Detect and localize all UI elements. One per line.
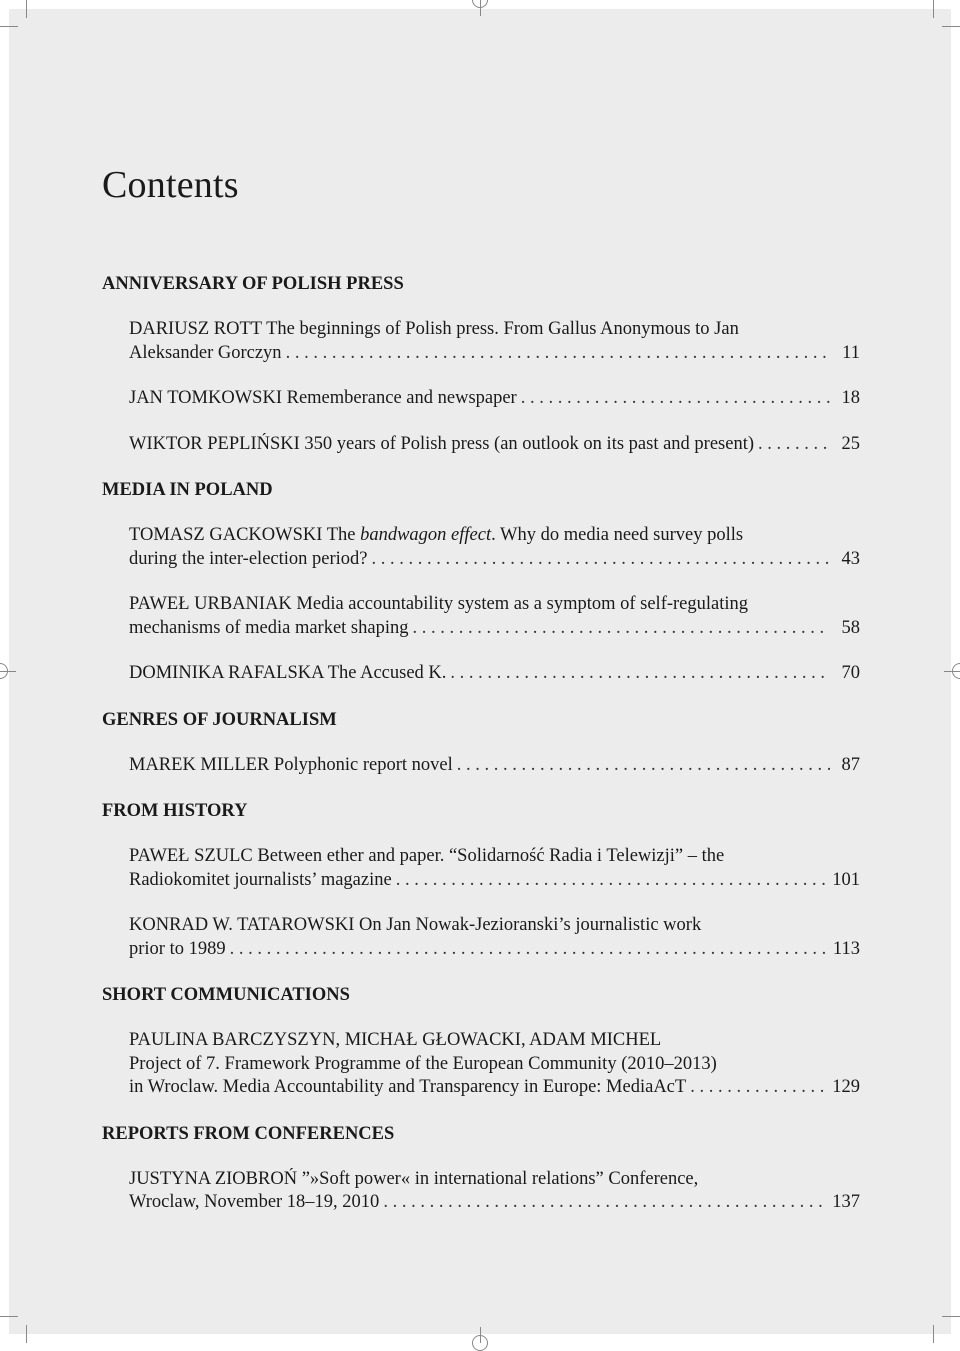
dot-leader xyxy=(450,662,830,686)
entry-line-last xyxy=(129,662,860,686)
page-number: 25 xyxy=(841,433,860,454)
section-heading: MEDIA IN POLAND xyxy=(102,480,273,500)
crop-mark xyxy=(26,1325,27,1343)
author-name: WIKTOR PEPLIŃSKI xyxy=(129,433,300,454)
author-name: PAWEŁ URBANIAK xyxy=(129,594,292,614)
dot-leader xyxy=(690,1076,828,1100)
crop-mark xyxy=(933,0,934,18)
crop-mark xyxy=(0,1316,18,1317)
toc-entry xyxy=(129,1029,860,1100)
entry-title-text: Aleksander Gorczyn xyxy=(129,342,282,363)
toc-entry xyxy=(129,914,860,961)
entry-title-part xyxy=(129,433,754,457)
entry-title-text: Polyphonic report novel xyxy=(273,754,453,775)
entry-title-text: 350 years of Polish press (an outlook on its past and present) xyxy=(304,433,755,454)
entry-line-last xyxy=(129,387,860,411)
entry-line xyxy=(129,318,860,342)
entry-title-part xyxy=(129,387,517,411)
entry-line-last xyxy=(129,548,860,572)
dot-leader xyxy=(230,938,829,962)
entry-line-last xyxy=(129,1076,860,1100)
entry-title-part: The bandwagon effect. Why do media need survey polls xyxy=(326,525,744,545)
entry-title-part xyxy=(129,938,226,962)
crop-mark xyxy=(942,26,960,27)
entry-title-text: mechanisms of media market shaping xyxy=(129,617,409,638)
section-heading: ANNIVERSARY OF POLISH PRESS xyxy=(102,274,404,294)
page-title: Contents xyxy=(102,164,239,206)
crop-mark xyxy=(933,1325,934,1343)
entry-title-part: The beginnings of Polish press. From Gallus Anonymous to Jan xyxy=(266,319,739,339)
author-name: JAN TOMKOWSKI xyxy=(129,388,282,408)
entry-title-part: Project of 7. Framework Programme of the European Community (2010–2013) xyxy=(129,1053,717,1074)
toc-entry xyxy=(129,593,860,640)
entry-title-text: The Accused K. xyxy=(327,663,447,683)
entry-title-part xyxy=(129,869,392,893)
entry-line-last xyxy=(129,617,860,641)
author-name: MAREK MILLER xyxy=(129,754,270,775)
toc-entry xyxy=(129,662,860,686)
page-number: 43 xyxy=(841,548,860,569)
dot-leader xyxy=(758,433,830,457)
dot-leader xyxy=(383,1191,828,1215)
author-name: DARIUSZ ROTT xyxy=(129,319,262,339)
entry-line-last xyxy=(129,869,860,893)
author-name: PAWEŁ SZULC xyxy=(129,846,253,866)
page-number: 113 xyxy=(832,938,860,959)
author-name: DOMINIKA RAFALSKA xyxy=(129,663,324,683)
crop-mark xyxy=(480,0,481,16)
page-number: 70 xyxy=(841,663,860,683)
entry-title-part: On Jan Nowak-Jezioranski’s journalistic work xyxy=(359,915,702,935)
crop-mark xyxy=(942,1316,960,1317)
author-name: PAULINA BARCZYSZYN, MICHAŁ GŁOWACKI, ADAM MICHEL xyxy=(129,1030,662,1050)
page-number: 58 xyxy=(841,617,860,638)
entry-line xyxy=(129,914,860,938)
toc-entry xyxy=(129,387,860,411)
entry-title-part: Between ether and paper. “Solidarność Radia i Telewizji” – the xyxy=(257,846,725,866)
dot-leader xyxy=(372,548,831,572)
entry-title-text: during the inter-election period? xyxy=(129,548,368,569)
entry-title-text: in Wroclaw. Media Accountability and Transparency in Europe: MediaAcT xyxy=(129,1077,687,1097)
entry-line xyxy=(129,1029,860,1053)
entry-line-last xyxy=(129,1191,860,1215)
entry-title-part: ”»Soft power« in international relations” Conference, xyxy=(301,1168,699,1189)
author-name: KONRAD W. TATAROWSKI xyxy=(129,915,355,935)
entry-title-part xyxy=(129,548,368,572)
entry-title-part xyxy=(129,662,446,686)
page-number: 87 xyxy=(841,754,860,775)
section-heading: GENRES OF JOURNALISM xyxy=(102,709,337,730)
page-number: 18 xyxy=(841,388,860,408)
entry-title-text: Wroclaw, November 18–19, 2010 xyxy=(129,1192,380,1212)
entry-title-part xyxy=(129,617,408,641)
crop-mark xyxy=(26,0,27,18)
table-of-contents xyxy=(102,272,860,1237)
section-heading: SHORT COMMUNICATIONS xyxy=(102,985,350,1005)
author-name: JUSTYNA ZIOBROŃ xyxy=(129,1168,298,1189)
dot-leader xyxy=(396,869,829,893)
entry-title-part xyxy=(129,1076,686,1100)
toc-entry xyxy=(129,318,860,365)
toc-entry xyxy=(129,845,860,892)
crop-mark xyxy=(0,26,18,27)
entry-line xyxy=(129,845,860,869)
entry-line-last xyxy=(129,342,860,366)
dot-leader xyxy=(457,754,830,778)
entry-line xyxy=(129,593,860,617)
entry-line-last xyxy=(129,433,860,457)
entry-title-part xyxy=(129,1191,379,1215)
entry-title-text: prior to 1989 xyxy=(129,938,226,959)
entry-line-last xyxy=(129,754,860,778)
entry-title-part: Media accountability system as a symptom of self-regulating xyxy=(296,594,749,614)
author-name: TOMASZ GACKOWSKI xyxy=(129,525,323,545)
toc-entry xyxy=(129,524,860,571)
crop-mark xyxy=(480,1327,481,1343)
section-heading: FROM HISTORY xyxy=(102,801,248,821)
page-number: 137 xyxy=(832,1192,860,1212)
entry-title-part xyxy=(129,342,282,366)
crop-mark xyxy=(0,671,16,672)
entry-title-text: Rememberance and newspaper xyxy=(286,388,517,408)
entry-title-text: Radiokomitet journalists’ magazine xyxy=(129,869,392,890)
entry-line xyxy=(129,524,860,548)
page-number: 101 xyxy=(832,869,860,890)
page-number: 129 xyxy=(832,1077,860,1097)
entry-title-part xyxy=(129,754,453,778)
crop-mark xyxy=(944,671,960,672)
dot-leader xyxy=(286,342,830,366)
page-number: 11 xyxy=(842,342,860,363)
entry-line-last xyxy=(129,938,860,962)
entry-line xyxy=(129,1168,860,1192)
toc-entry xyxy=(129,433,860,457)
dot-leader xyxy=(521,387,830,411)
dot-leader xyxy=(412,617,830,641)
toc-entry xyxy=(129,1168,860,1215)
section-heading: REPORTS FROM CONFERENCES xyxy=(102,1123,395,1144)
toc-entry xyxy=(129,754,860,778)
